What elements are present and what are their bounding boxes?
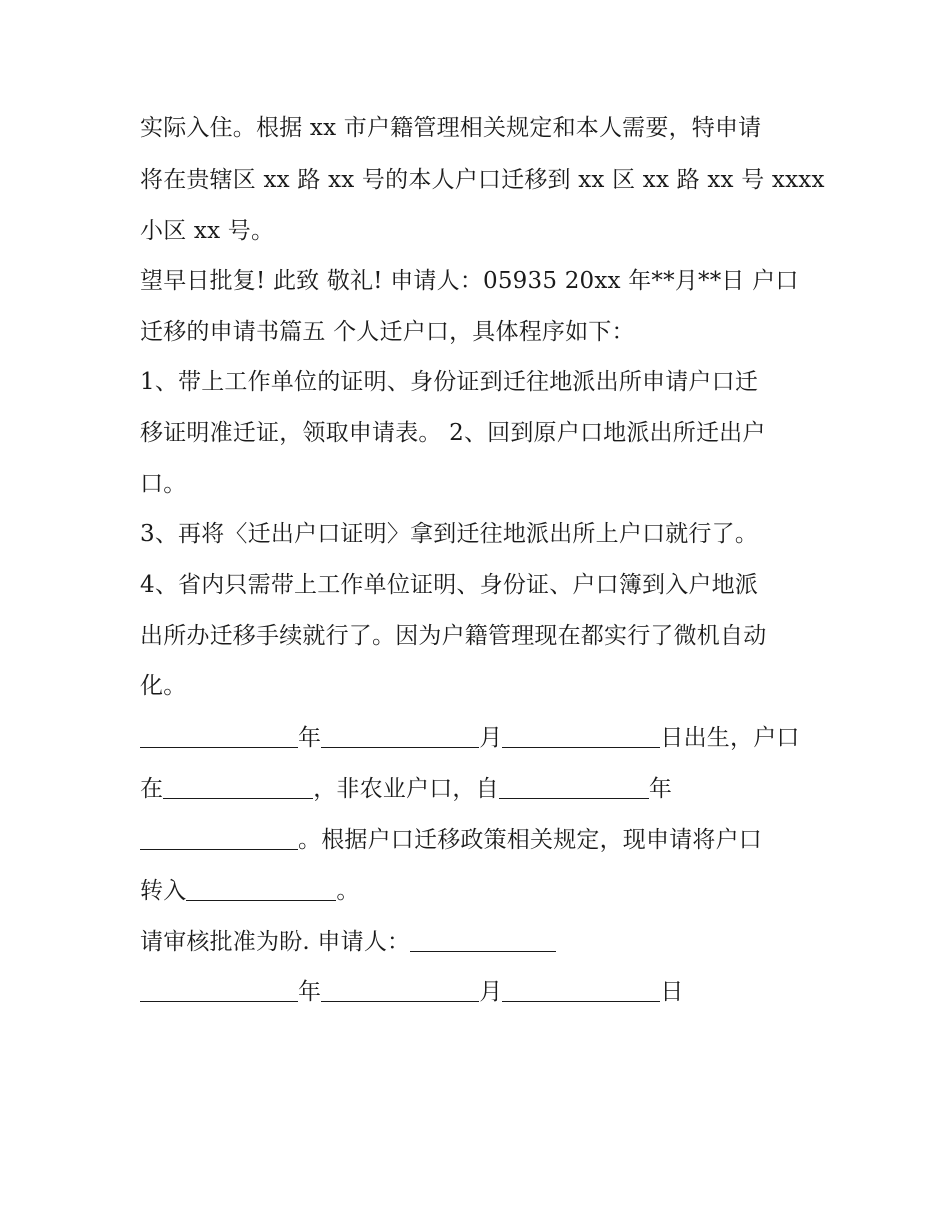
blank-destination-field[interactable] bbox=[186, 874, 336, 901]
paragraph-line: 化。 bbox=[140, 673, 187, 699]
year-label: 年 bbox=[298, 725, 322, 751]
form-line-policy bbox=[140, 815, 820, 865]
blank-sign-month-field[interactable] bbox=[321, 975, 479, 1002]
at-label: 在 bbox=[140, 776, 164, 802]
sign-year-label: 年 bbox=[298, 979, 322, 1005]
month-label: 月 bbox=[479, 725, 503, 751]
transfer-in-label: 转入 bbox=[140, 878, 187, 904]
blank-applicant-field[interactable] bbox=[410, 925, 556, 952]
paragraph-line: 口。 bbox=[140, 471, 187, 497]
sign-month-label: 月 bbox=[479, 979, 503, 1005]
blank-month-field[interactable] bbox=[321, 721, 479, 748]
policy-label: 。根据户口迁移政策相关规定，现申请将户口 bbox=[298, 827, 762, 853]
form-line-birth bbox=[140, 713, 820, 763]
form-line-applicant bbox=[140, 917, 820, 967]
blank-since-year-field[interactable] bbox=[499, 772, 649, 799]
form-line-date bbox=[140, 967, 820, 1017]
paragraph-line: 3、再将〈迁出户口证明〉拿到迁往地派出所上户口就行了。 bbox=[140, 521, 759, 547]
form-line-residence bbox=[140, 764, 820, 814]
paragraph-line: 4、省内只需带上工作单位证明、身份证、户口簿到入户地派 bbox=[140, 572, 759, 598]
blank-year-field[interactable] bbox=[140, 721, 298, 748]
blank-place-field[interactable] bbox=[163, 772, 313, 799]
paragraph-line: 出所办迁移手续就行了。因为户籍管理现在都实行了微机自动 bbox=[140, 623, 767, 649]
paragraph-line: 望早日批复! 此致 敬礼! 申请人：05935 20xx 年**月**日 户口 bbox=[140, 268, 799, 294]
blank-month-since-field[interactable] bbox=[140, 823, 298, 850]
period-label: 。 bbox=[336, 878, 360, 904]
blank-sign-day-field[interactable] bbox=[502, 975, 660, 1002]
paragraph-line: 小区 xx 号。 bbox=[140, 218, 275, 244]
year2-label: 年 bbox=[648, 776, 673, 802]
paragraph-line: 将在贵辖区 xx 路 xx 号的本人户口迁移到 xx 区 xx 路 xx 号 xxxx bbox=[140, 167, 825, 193]
blank-day-field[interactable] bbox=[502, 721, 660, 748]
born-residence-label: 日出生，户口 bbox=[660, 725, 800, 751]
paragraph-line: 1、带上工作单位的证明、身份证到迁往地派出所申请户口迁 bbox=[140, 369, 759, 395]
approve-applicant-label: 请审核批准为盼. 申请人： bbox=[140, 929, 411, 955]
paragraph-line: 移证明准迁证，领取申请表。 2、回到原户口地派出所迁出户 bbox=[140, 420, 766, 446]
sign-day-label: 日 bbox=[660, 979, 684, 1005]
non-agri-label: ，非农业户口，自 bbox=[313, 776, 499, 802]
form-line-transfer bbox=[140, 866, 820, 916]
paragraph-line: 迁移的申请书篇五 个人迁户口，具体程序如下： bbox=[140, 319, 635, 345]
paragraph-line: 实际入住。根据 xx 市户籍管理相关规定和本人需要，特申请 bbox=[140, 115, 762, 141]
blank-sign-year-field[interactable] bbox=[140, 975, 298, 1002]
